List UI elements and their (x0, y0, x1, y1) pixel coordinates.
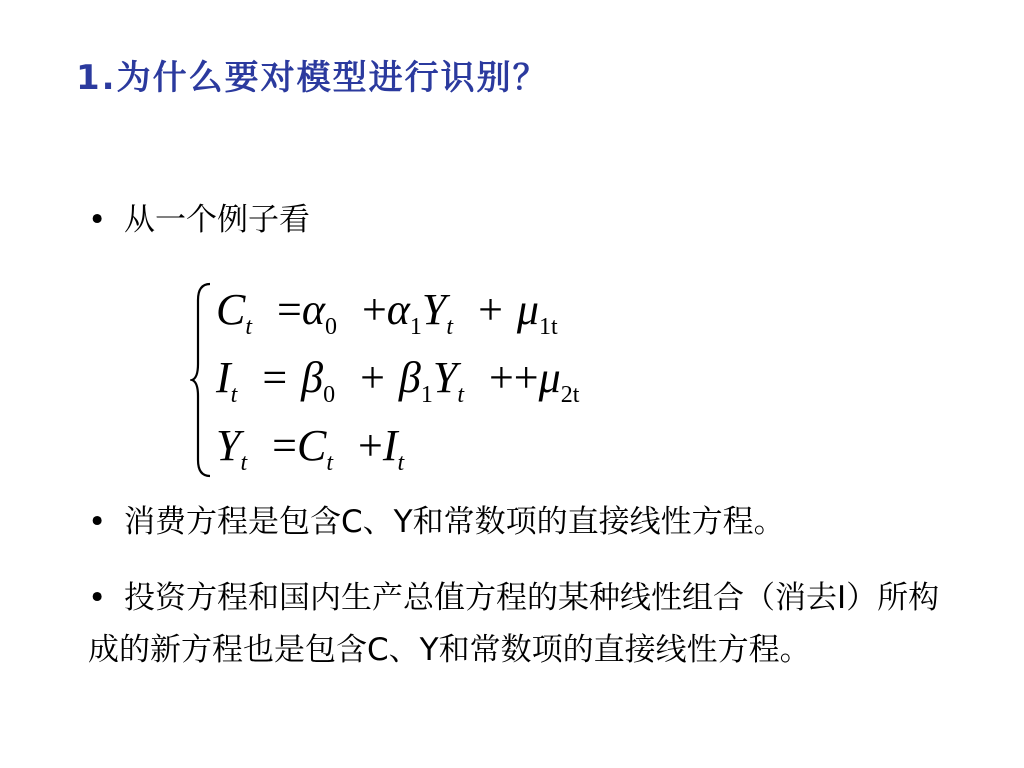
equation-investment: $I_t = \beta_0 + \beta_1Y_t ++\mu_{2t}$ (216, 353, 580, 408)
equation-gdp: $Y_t =C_t +I_t$ (216, 421, 405, 476)
bullet-marker: • (88, 580, 107, 616)
bullet-text: 消费方程是包含C、Y和常数项的直接线性方程。 (124, 504, 785, 540)
bullet-marker: • (88, 504, 107, 540)
bullet-text: 从一个例子看 (124, 202, 310, 238)
equation-consumption: $C_t =\alpha_0 +\alpha_1Y_t + \mu_{1t}$ (216, 285, 558, 340)
bullet-item (88, 196, 310, 244)
bullet-marker: • (88, 202, 107, 238)
equation-system (190, 280, 670, 480)
slide-title: 1.为什么要对模型进行识别？ (76, 58, 549, 98)
bullet-item (88, 572, 968, 676)
left-brace-icon (190, 280, 214, 480)
bullet-item (88, 498, 785, 546)
bullet-text: 投资方程和国内生产总值方程的某种线性组合（消去I）所构成的新方程也是包含C、Y和常数项的直接线性方程。 (88, 580, 940, 668)
